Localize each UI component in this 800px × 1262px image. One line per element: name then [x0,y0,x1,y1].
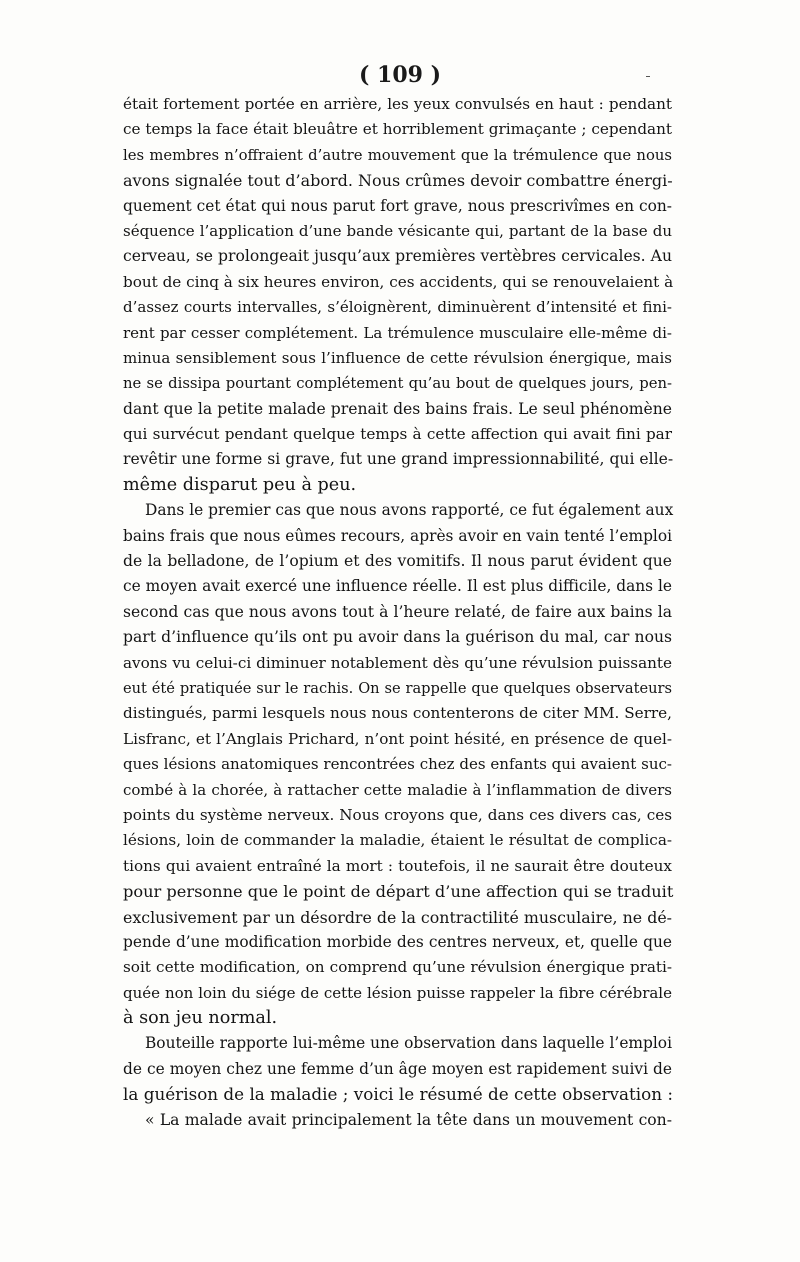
text-line: exclusivement par un désordre de la contractilité musculaire, ne dé- [123,907,672,927]
text-line: ques lésions anatomiques rencontrées chez des enfants qui avaient suc- [123,755,672,774]
text-line: était fortement portée en arrière, les yeux convulsés en haut : pendant [123,95,672,113]
text-line: bout de cinq à six heures environ, ces accidents, qui se renouvelaient à [123,272,674,291]
text-line: minua sensiblement sous l’influence de cette révulsion énergique, mais [123,348,672,367]
text-line: « La malade avait principalement la tête dans un mouvement con- [145,1110,672,1129]
text-line: séquence l’application d’une bande vésicante qui, partant de la base du [123,221,672,240]
text-line: bains frais que nous eûmes recours, après avoir en vain tenté l’emploi [123,526,673,545]
text-line: avons signalée tout d’abord. Nous crûmes devoir combattre énergi- [123,171,673,191]
text-line: la guérison de la maladie ; voici le résumé de cette observation : [123,1084,674,1105]
text-line: même disparut peu à peu. [123,474,357,495]
text-line: de la belladone, de l’opium et des vomitifs. Il nous parut évident que [123,552,672,571]
text-line: Lisfranc, et l’Anglais Prichard, n’ont point hésité, en présence de quel- [123,729,672,748]
text-line: Dans le premier cas que nous avons rapporté, ce fut également aux [145,501,674,520]
text-line: les membres n’offraient d’autre mouvement que la trémulence que nous [123,146,672,164]
text-line: revêtir une forme si grave, fut une grand impressionnabilité, qui elle- [123,450,674,469]
text-line: à son jeu normal. [123,1008,278,1029]
text-line: second cas que nous avons tout à l’heure relaté, de faire aux bains la [123,602,672,621]
text-line: avons vu celui-ci diminuer notablement dès qu’une révulsion puissante [123,653,672,672]
text-line: quement cet état qui nous parut fort grave, nous prescrivîmes en con- [123,196,672,215]
text-line: points du système nerveux. Nous croyons que, dans ces divers cas, ces [123,805,672,824]
text-line: dant que la petite malade prenait des bains frais. Le seul phénomène [123,399,672,418]
text-line: ne se dissipa pourtant complétement qu’au bout de quelques jours, pen- [123,375,672,393]
text-line: eut été pratiquée sur le rachis. On se rappelle que quelques observateurs [123,679,672,697]
text-line: lésions, loin de commander la maladie, étaient le résultat de complica- [123,831,672,850]
text-line: combé à la chorée, à rattacher cette maladie à l’inflammation de divers [123,780,672,799]
text-line: ce temps la face était bleuâtre et horriblement grimaçante ; cependant [123,120,672,139]
text-line: part d’influence qu’ils ont pu avoir dans la guérison du mal, car nous [123,628,672,647]
text-line: pende d’une modification morbide des centres nerveux, et, quelle que [123,932,672,951]
page-number: ( 109 ) [358,62,442,88]
text-line: Bouteille rapporte lui-même une observation dans laquelle l’emploi [145,1034,672,1053]
text-line: cerveau, se prolongeait jusqu’aux premières vertèbres cervicales. Au [123,247,672,266]
text-line: rent par cesser complétement. La trémulence musculaire elle-même di- [123,323,672,342]
text-line: qui survécut pendant quelque temps à cette affection qui avait fini par [123,425,672,444]
text-line: pour personne que le point de départ d’une affection qui se traduit [123,882,674,902]
print-speck [646,76,650,77]
text-line: de ce moyen chez une femme d’un âge moyen est rapidement suivi de [123,1059,672,1078]
text-line: distingués, parmi lesquels nous nous contenterons de citer MM. Serre, [123,704,672,723]
text-line: d’assez courts intervalles, s’éloignèrent, diminuèrent d’intensité et fini- [123,298,672,317]
text-line: soit cette modification, on comprend qu’une révulsion énergique prati- [123,958,672,977]
text-line: quée non loin du siége de cette lésion puisse rappeler la fibre cérébrale [123,983,672,1002]
text-line: ce moyen avait exercé une influence réelle. Il est plus difficile, dans le [123,577,672,596]
body-text [123,92,672,1133]
text-line: tions qui avaient entraîné la mort : toutefois, il ne saurait être douteux [123,856,672,875]
